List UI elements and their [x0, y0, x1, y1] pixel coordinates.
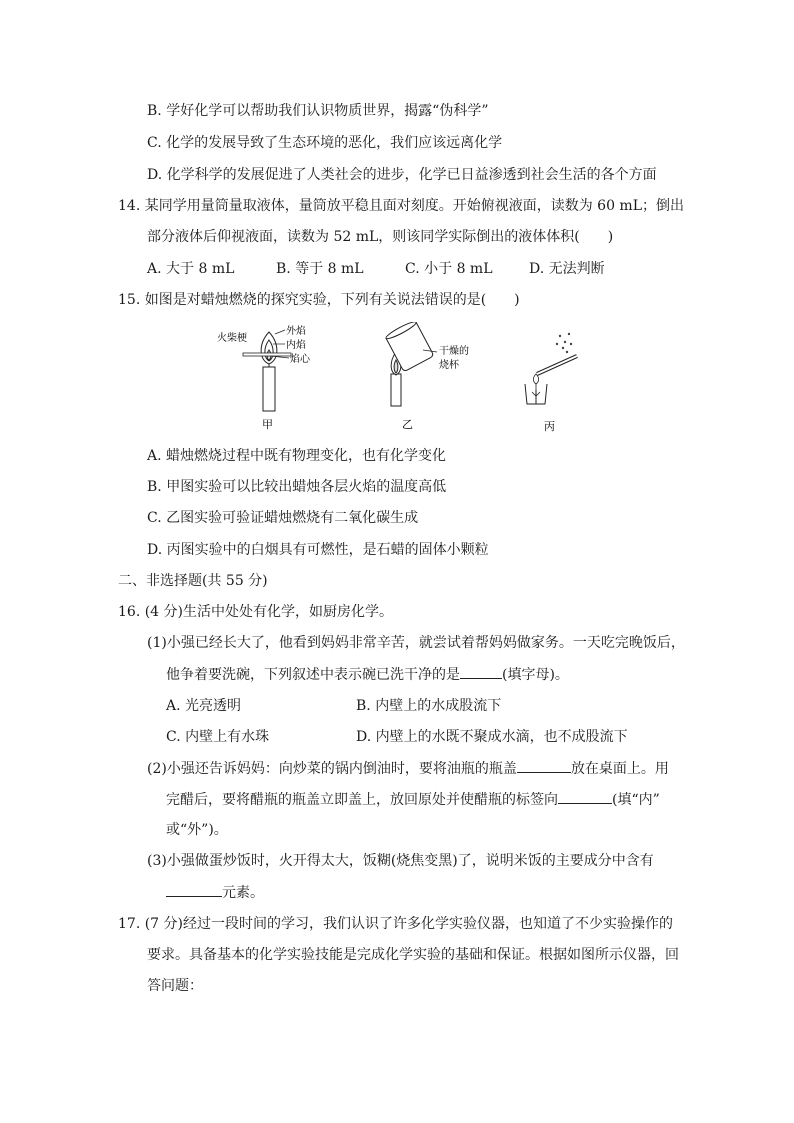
q14-option-d: D. 无法判断 — [529, 261, 605, 277]
q14-option-b: B. 等于 8 mL — [276, 261, 364, 277]
label-dry-beaker-1: 干燥的 — [439, 346, 469, 357]
q16-part2-text-c: 完醋后，要将醋瓶的瓶盖立即盖上，放回原处并使醋瓶的标签向 — [166, 792, 558, 808]
q17-stem-line3: 答问题： — [147, 978, 203, 994]
label-outer-flame: 外焰 — [286, 326, 306, 337]
q16-part1-line2 — [166, 664, 569, 685]
q17-stem-line2: 要求。具备基本的化学实验技能是完成化学实验的基础和保证。根据如图所示仪器，回 — [147, 947, 679, 963]
answer-blank-2[interactable] — [517, 758, 571, 773]
q15-option-c: C. 乙图实验可验证蜡烛燃烧有二氧化碳生成 — [147, 510, 419, 526]
q16-stem: 16. (4 分)生活中处处有化学，如厨房化学。 — [118, 604, 393, 620]
q15-option-a: A. 蜡烛燃烧过程中既有物理变化，也有化学变化 — [147, 448, 447, 464]
label-dry-beaker-2: 烧杯 — [439, 360, 459, 371]
q15-stem: 15. 如图是对蜡烛燃烧的探究实验，下列有关说法错误的是( ) — [118, 292, 520, 308]
q16-option-b: B. 内壁上的水成股流下 — [356, 698, 502, 714]
q14-stem-line1: 14. 某同学用量筒量取液体，量筒放平稳且面对刻度。开始俯视液面，读数为 60 mL；倒出 — [118, 198, 684, 214]
q16-part3-line2 — [166, 882, 264, 903]
label-inner-flame: 内焰 — [286, 340, 306, 351]
q13-option-b: B. 学好化学可以帮助我们认识物质世界，揭露“伪科学” — [147, 103, 489, 119]
q13-option-d: D. 化学科学的发展促进了人类社会的进步，化学已日益渗透到社会生活的各个方面 — [147, 167, 657, 183]
q16-part1-text-a: 他争着要洗碗，下列叙述中表示碗已洗干净的是 — [166, 667, 460, 683]
q16-part2-line1 — [147, 758, 669, 779]
q16-part1-text-b: (填字母)。 — [502, 667, 569, 683]
q16-part3-line1: (3)小强做蛋炒饭时，火开得太大，饭糊(烧焦变黑)了，说明米饭的主要成分中含有 — [147, 853, 654, 869]
figure-jia — [217, 324, 311, 431]
label-flame-core: 焰心 — [290, 354, 310, 365]
answer-blank-1[interactable] — [460, 664, 502, 679]
q13-option-c: C. 化学的发展导致了生态环境的恶化，我们应该远离化学 — [147, 135, 503, 151]
q14-option-c: C. 小于 8 mL — [405, 261, 493, 277]
q15-option-d: D. 丙图实验中的白烟具有可燃性，是石蜡的固体小颗粒 — [147, 542, 489, 558]
figure-yi — [385, 322, 469, 431]
q16-option-d: D. 内壁上的水既不聚成水滴，也不成股流下 — [356, 729, 628, 745]
caption-jia: 甲 — [262, 418, 273, 431]
answer-blank-4[interactable] — [166, 882, 222, 897]
caption-yi: 乙 — [402, 418, 413, 431]
candle-experiment-figure — [205, 322, 585, 440]
answer-blank-3[interactable] — [558, 789, 612, 804]
q16-part2-text-a: (2)小强还告诉妈妈：向炒菜的锅内倒油时，要将油瓶的瓶盖 — [147, 761, 517, 777]
section-heading: 二、非选择题(共 55 分) — [118, 573, 268, 589]
q17-stem-line1: 17. (7 分)经过一段时间的学习，我们认识了许多化学实验仪器，也知道了不少实验操作的 — [118, 916, 673, 932]
caption-bing: 丙 — [544, 420, 555, 433]
q16-part2-line3: 或“外”)。 — [166, 822, 228, 838]
q14-stem-line2: 部分液体后仰视液面，读数为 52 mL，则该同学实际倒出的液体体积( ) — [147, 229, 614, 245]
q16-option-c: C. 内壁上有水珠 — [166, 729, 270, 745]
q16-option-a: A. 光亮透明 — [166, 698, 242, 714]
q16-part2-text-b: 放在桌面上。用 — [570, 761, 669, 777]
q14-option-a: A. 大于 8 mL — [147, 261, 235, 277]
q16-part2-text-d: (填“内” — [612, 792, 660, 808]
label-matchstick: 火柴梗 — [217, 333, 247, 344]
q15-option-b: B. 甲图实验可以比较出蜡烛各层火焰的温度高低 — [147, 479, 447, 495]
q16-part3-text-b: 元素。 — [222, 885, 264, 901]
figure-bing — [525, 333, 577, 433]
q16-part2-line2 — [166, 789, 660, 810]
q16-part1-line1: (1)小强已经长大了，他看到妈妈非常辛苦，就尝试着帮妈妈做家务。一天吃完晚饭后， — [147, 635, 685, 651]
